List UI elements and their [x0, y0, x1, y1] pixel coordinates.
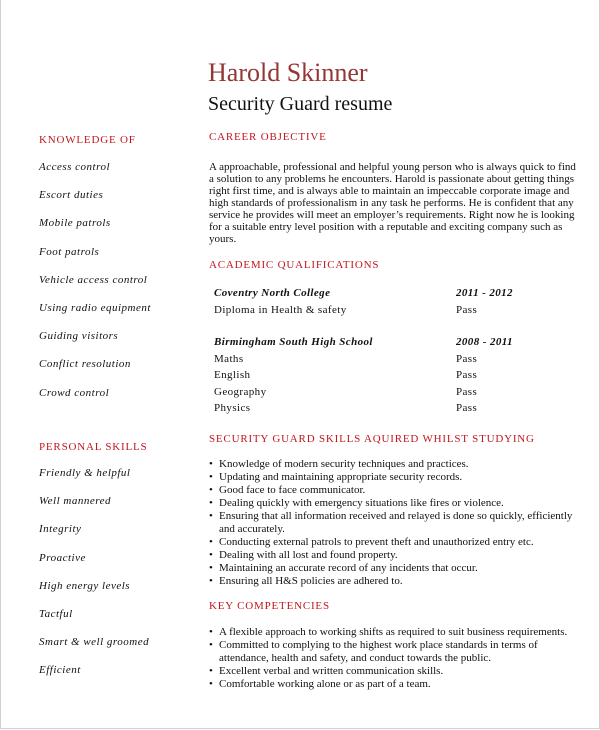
candidate-name: Harold Skinner	[208, 58, 368, 87]
subject-row	[214, 368, 534, 385]
security-skills-heading: SECURITY GUARD SKILLS AQUIRED WHILST STUDYING	[209, 433, 535, 445]
personal-skill-item: Well mannered	[39, 495, 111, 508]
resume-title: Security Guard resume	[208, 93, 393, 115]
subject-name: Diploma in Health & safety	[214, 303, 347, 316]
knowledge-item: Crowd control	[39, 386, 110, 399]
security-skills-list	[209, 458, 589, 588]
personal-skill-item: Proactive	[39, 551, 86, 564]
subject-name: Maths	[214, 352, 244, 365]
security-skill-item: • Dealing with all lost and found property.	[209, 549, 589, 562]
personal-skill-item: Tactful	[39, 607, 73, 620]
career-objective-heading: CAREER OBJECTIVE	[209, 131, 327, 143]
personal-skill-item: High energy levels	[39, 579, 131, 592]
security-skill-item: • Maintaining an accurate record of any incidents that occur.	[209, 562, 589, 575]
knowledge-item: Escort duties	[39, 189, 104, 202]
subject-row	[214, 401, 534, 418]
key-competencies-list	[209, 626, 589, 691]
knowledge-item: Vehicle access control	[39, 273, 148, 286]
security-skill-item: • Updating and maintaining appropriate security records.	[209, 471, 589, 484]
security-skill-item: • Conducting external patrols to prevent theft and unauthorized entry etc.	[209, 536, 589, 549]
personal-skill-item: Smart & well groomed	[39, 636, 150, 649]
school-row	[214, 286, 534, 303]
subject-row	[214, 352, 534, 369]
school-name: Coventry North College	[214, 287, 331, 299]
school-years: 2008 - 2011	[456, 336, 513, 348]
subject-name: English	[214, 369, 251, 381]
subject-row	[214, 303, 534, 320]
knowledge-item: Using radio equipment	[39, 301, 151, 314]
subject-result: Pass	[456, 352, 478, 365]
key-competencies-heading: KEY COMPETENCIES	[209, 600, 330, 612]
knowledge-item: Mobile patrols	[39, 217, 111, 230]
security-skill-item: • Ensuring all H&S policies are adhered to.	[209, 575, 589, 588]
subject-result: Pass	[456, 402, 478, 414]
competency-item: • Excellent verbal and written communication skills.	[209, 665, 589, 678]
subject-row	[214, 385, 534, 402]
career-objective-text: A approachable, professional and helpful young person who is always quick to find a solution to any problems he encounters. Harold is passionate about getting things right first time, and is always able to maintain an impeccable corporate image and high standards of professionalism in any task he performs. He is confident that any service he provides will meet an employer’s requirements. Right now he is looking for a suitable entry level position with a reputable and exciting company such as yours.	[209, 161, 576, 245]
security-skill-item: • Ensuring that all information received and relayed is done so quickly, efficiently and accurately.	[209, 510, 589, 536]
competency-item: • A flexible approach to working shifts as required to suit business requirements.	[209, 626, 589, 639]
personal-skills-heading: PERSONAL SKILLS	[39, 441, 148, 453]
personal-skill-item: Efficient	[39, 664, 81, 677]
school-years: 2011 - 2012	[456, 287, 513, 299]
security-skill-item: • Dealing quickly with emergency situations like fires or violence.	[209, 497, 589, 510]
academic-heading: ACADEMIC QUALIFICATIONS	[209, 259, 380, 271]
academic-table	[214, 286, 534, 418]
competency-item: • Committed to complying to the highest work place standards in terms of attendance, health and safety, and conduct towards the public.	[209, 639, 589, 665]
knowledge-item: Guiding visitors	[39, 330, 119, 343]
knowledge-item: Foot patrols	[39, 245, 100, 258]
personal-skills-list	[39, 466, 149, 692]
subject-name: Physics	[214, 402, 251, 414]
subject-result: Pass	[456, 369, 478, 381]
knowledge-item: Conflict resolution	[39, 358, 131, 371]
knowledge-list	[39, 160, 151, 414]
personal-skill-item: Friendly & helpful	[39, 467, 131, 479]
competency-item: • Comfortable working alone or as part of a team.	[209, 678, 589, 691]
knowledge-heading: KNOWLEDGE OF	[39, 134, 136, 146]
knowledge-item: Access control	[39, 161, 111, 173]
subject-result: Pass	[456, 385, 478, 398]
security-skill-item: • Knowledge of modern security techniques and practices.	[209, 458, 589, 471]
personal-skill-item: Integrity	[39, 523, 82, 536]
subject-name: Geography	[214, 385, 267, 398]
security-skill-item: • Good face to face communicator.	[209, 484, 589, 497]
school-row	[214, 335, 534, 352]
school-name: Birmingham South High School	[214, 336, 373, 348]
subject-result: Pass	[456, 303, 478, 316]
